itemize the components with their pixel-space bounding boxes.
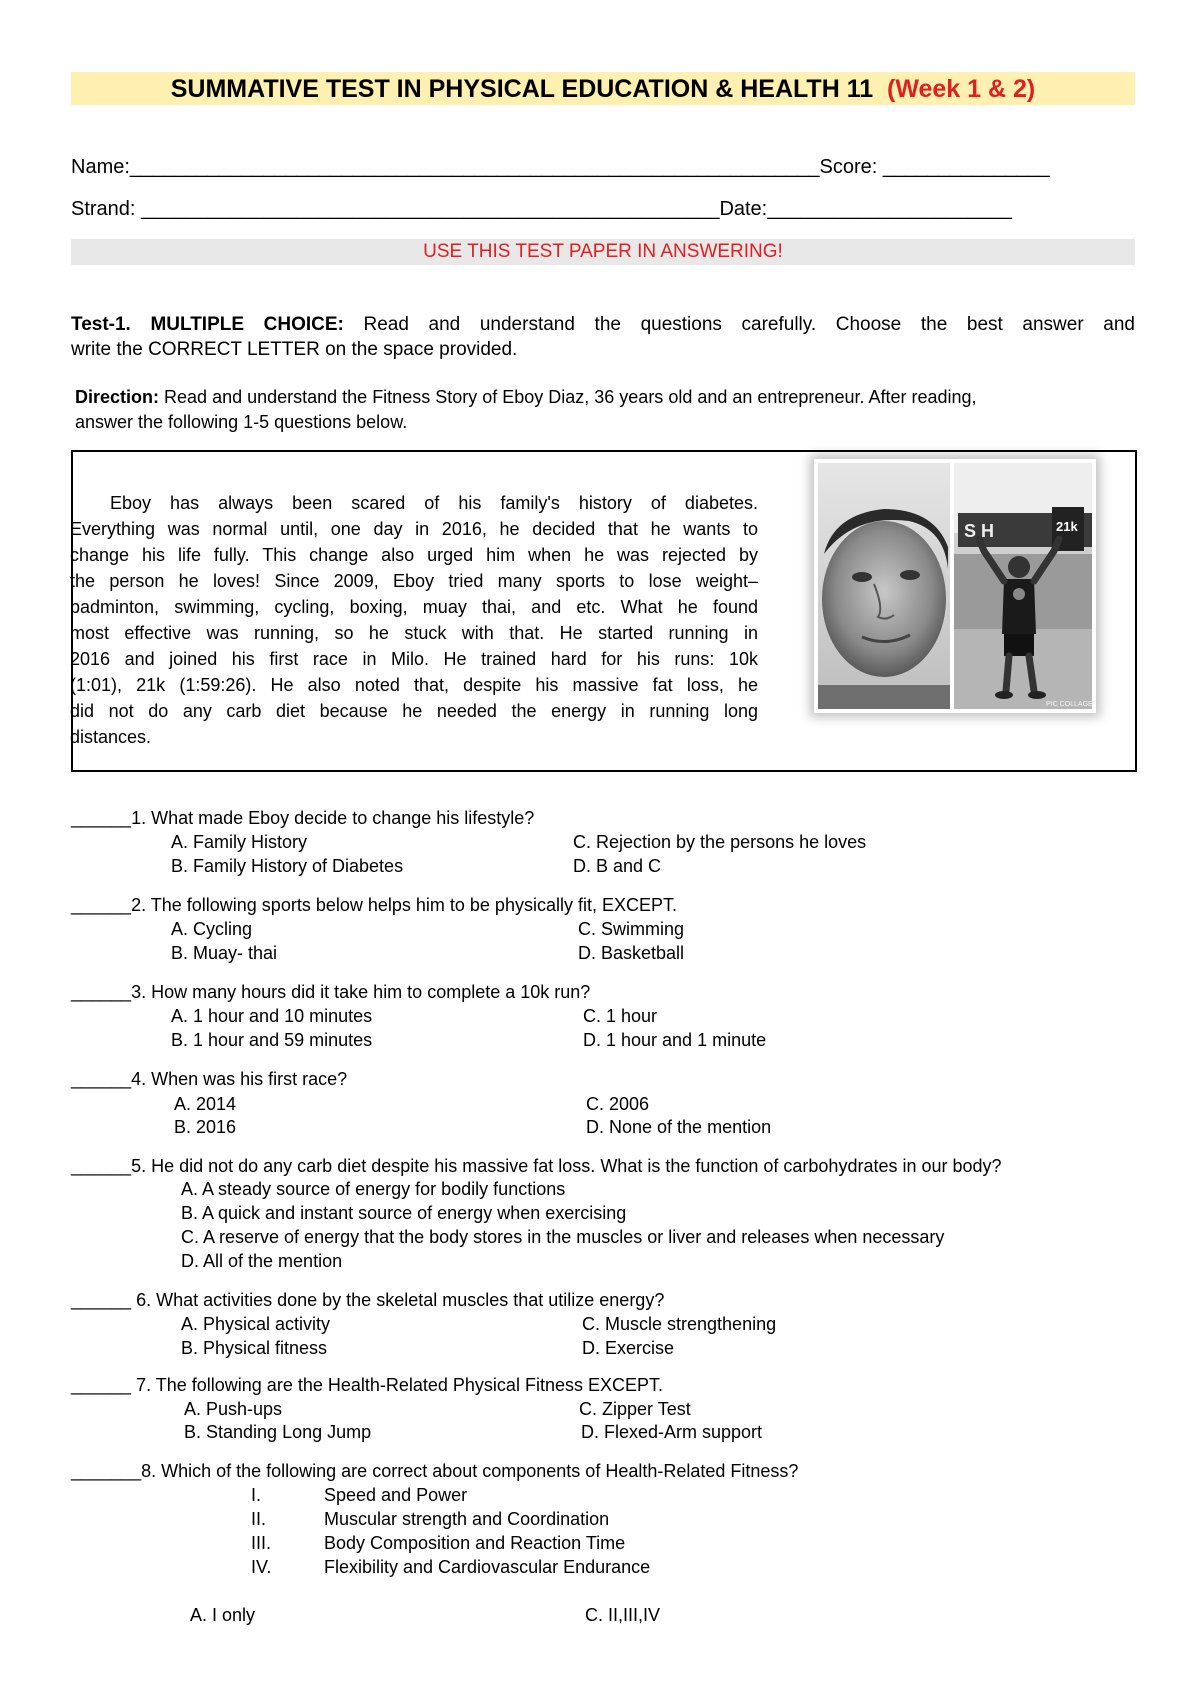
q5-option-a[interactable]: A. A steady source of energy for bodily functions xyxy=(181,1179,566,1199)
story-text xyxy=(70,490,758,750)
q8-option-a[interactable]: A. I only xyxy=(190,1605,256,1625)
q3-option-a[interactable]: A. 1 hour and 10 minutes xyxy=(171,1006,373,1026)
page-title xyxy=(71,74,1135,104)
q7-option-b[interactable]: B. Standing Long Jump xyxy=(184,1422,372,1442)
question-5: ______5. He did not do any carb diet despite his massive fat loss. What is the function of carbohydrates in our body? xyxy=(71,1156,1002,1176)
story-line: most effective was running, so he stuck with that. He started running in xyxy=(70,623,758,643)
q5-option-b[interactable]: B. A quick and instant source of energy when exercising xyxy=(181,1203,627,1223)
q8-roman-num: II. xyxy=(251,1509,267,1529)
photo-collage-image xyxy=(814,459,1096,713)
svg-text:S H: S H xyxy=(964,521,995,541)
test1-label: Test-1. MULTIPLE CHOICE: xyxy=(71,314,344,335)
story-line: badminton, swimming, cycling, boxing, muay thai, and etc. What he found xyxy=(70,597,758,617)
direction-line2: answer the following 1-5 questions below. xyxy=(75,412,408,432)
q5-option-c[interactable]: C. A reserve of energy that the body stores in the muscles or liver and releases when necessary xyxy=(181,1227,945,1247)
question-6: ______ 6. What activities done by the skeletal muscles that utilize energy? xyxy=(71,1290,665,1310)
story-line: did not do any carb diet because he needed the energy in running long xyxy=(70,701,758,721)
photo-badge-text: 21k xyxy=(1056,519,1078,534)
q6-option-b[interactable]: B. Physical fitness xyxy=(181,1338,328,1358)
question-3: ______3. How many hours did it take him to complete a 10k run? xyxy=(71,982,591,1002)
q3-option-c[interactable]: C. 1 hour xyxy=(583,1006,658,1026)
story-line: Everything was normal until, one day in 2016, he decided that he wants to xyxy=(70,519,758,539)
photo-collage xyxy=(814,459,1096,713)
story-line: (1:01), 21k (1:59:26). He also noted that, despite his massive fat loss, he xyxy=(70,675,758,695)
q4-option-a[interactable]: A. 2014 xyxy=(174,1094,237,1114)
q8-option-c[interactable]: C. II,III,IV xyxy=(585,1605,661,1625)
question-4: ______4. When was his first race? xyxy=(71,1069,348,1089)
q4-option-c[interactable]: C. 2006 xyxy=(586,1094,650,1114)
q8-roman-item: Body Composition and Reaction Time xyxy=(324,1533,626,1553)
q5-option-d[interactable]: D. All of the mention xyxy=(181,1251,343,1271)
q1-option-a[interactable]: A. Family History xyxy=(171,832,308,852)
q1-option-b[interactable]: B. Family History of Diabetes xyxy=(171,856,404,876)
direction-label: Direction: xyxy=(75,387,160,407)
q8-roman-item: Speed and Power xyxy=(324,1485,468,1505)
q2-option-b[interactable]: B. Muay- thai xyxy=(171,943,278,963)
instruction-text: USE THIS TEST PAPER IN ANSWERING! xyxy=(423,241,783,262)
q8-roman-item: Flexibility and Cardiovascular Endurance xyxy=(324,1557,651,1577)
q6-option-c[interactable]: C. Muscle strengthening xyxy=(582,1314,777,1334)
question-1: ______1. What made Eboy decide to change his lifestyle? xyxy=(71,808,535,828)
photo-caption: PIC COLLAGE xyxy=(1046,701,1093,708)
q4-option-d[interactable]: D. None of the mention xyxy=(586,1117,772,1137)
q2-option-c[interactable]: C. Swimming xyxy=(578,919,685,939)
direction-block xyxy=(75,385,1135,435)
q6-option-d[interactable]: D. Exercise xyxy=(582,1338,675,1358)
story-line: 2016 and joined his first race in Milo. He trained hard for his runs: 10k xyxy=(70,649,758,669)
q7-option-c[interactable]: C. Zipper Test xyxy=(579,1399,691,1419)
name-score-line[interactable]: Name:______________________________________________________________Score: _______________ xyxy=(71,156,1050,178)
test1-intro xyxy=(71,312,1135,362)
question-7: ______ 7. The following are the Health-Related Physical Fitness EXCEPT. xyxy=(71,1375,663,1395)
q2-option-d[interactable]: D. Basketball xyxy=(578,943,685,963)
q1-option-d[interactable]: D. B and C xyxy=(573,856,662,876)
test1-line2: write the CORRECT LETTER on the space provided. xyxy=(71,339,518,360)
question-2: ______2. The following sports below helps him to be physically fit, EXCEPT. xyxy=(71,895,677,915)
story-line: distances. xyxy=(70,727,152,747)
q8-roman-num: IV. xyxy=(251,1557,272,1577)
photo-after xyxy=(954,463,1093,709)
question-8: _______8. Which of the following are correct about components of Health-Related Fitness? xyxy=(71,1461,799,1481)
q7-option-a[interactable]: A. Push-ups xyxy=(184,1399,283,1419)
q6-option-a[interactable]: A. Physical activity xyxy=(181,1314,331,1334)
q3-option-b[interactable]: B. 1 hour and 59 minutes xyxy=(171,1030,373,1050)
q3-option-d[interactable]: D. 1 hour and 1 minute xyxy=(583,1030,767,1050)
q2-option-a[interactable]: A. Cycling xyxy=(171,919,253,939)
test1-line1: Read and understand the questions carefully. Choose the best answer and xyxy=(363,314,1135,335)
direction-line1: Read and understand the Fitness Story of Eboy Diaz, 36 years old and an entrepreneur. After reading, xyxy=(164,387,977,407)
q8-roman-item: Muscular strength and Coordination xyxy=(324,1509,610,1529)
story-line: the person he loves! Since 2009, Eboy tried many sports to lose weight– xyxy=(70,571,758,591)
title-text: SUMMATIVE TEST IN PHYSICAL EDUCATION & HEALTH 11 xyxy=(170,75,874,103)
story-line: Eboy has always been scared of his family's history of diabetes. xyxy=(110,493,758,513)
strand-date-line[interactable]: Strand: ____________________________________________________Date:______________________ xyxy=(71,198,1012,220)
q8-roman-num: I. xyxy=(251,1485,262,1505)
q8-roman-num: III. xyxy=(251,1533,272,1553)
q1-option-c[interactable]: C. Rejection by the persons he loves xyxy=(573,832,867,852)
q4-option-b[interactable]: B. 2016 xyxy=(174,1117,237,1137)
title-week: (Week 1 & 2) xyxy=(887,75,1036,103)
photo-before xyxy=(818,463,950,709)
q7-option-d[interactable]: D. Flexed-Arm support xyxy=(581,1422,763,1442)
story-line: change his life fully. This change also urged him when he was rejected by xyxy=(70,545,758,565)
